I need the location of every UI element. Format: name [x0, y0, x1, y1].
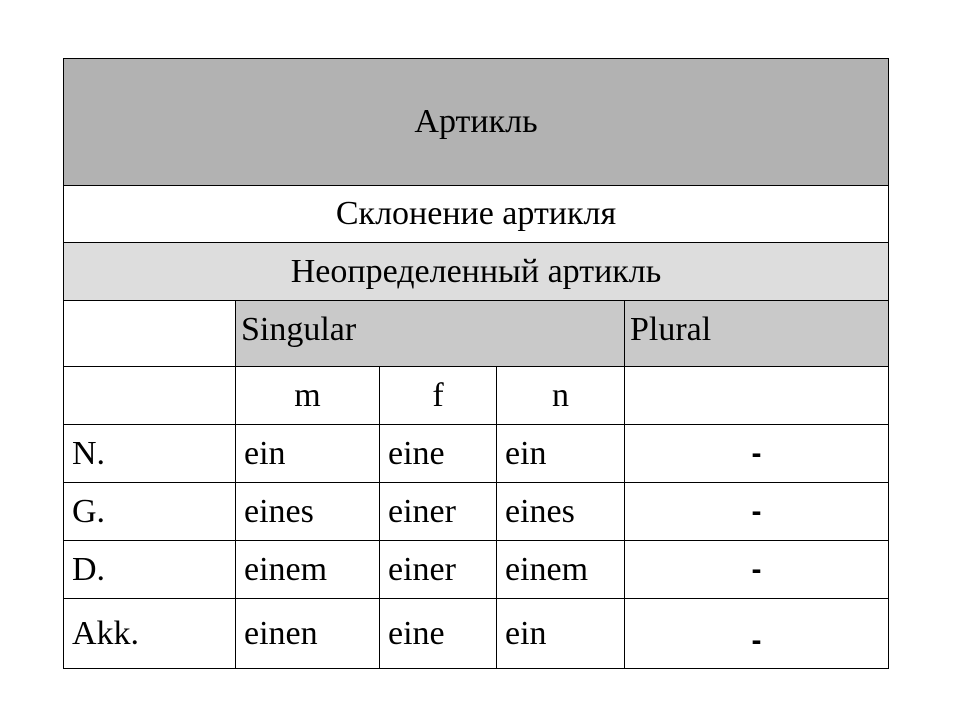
gender-n-header: n — [497, 367, 625, 425]
case-label: G. — [64, 483, 236, 541]
cell-f: einer — [380, 541, 497, 599]
table-row — [64, 541, 889, 599]
cell-m: einen — [236, 599, 380, 669]
table-row — [64, 425, 889, 483]
article-type-label: Неопределенный артикль — [64, 243, 889, 301]
article-declension-table — [63, 58, 889, 669]
cell-m: eines — [236, 483, 380, 541]
table-title-row — [64, 59, 889, 186]
cell-n: einem — [497, 541, 625, 599]
case-label: N. — [64, 425, 236, 483]
header-empty-cell — [64, 301, 236, 367]
gender-m-header: m — [236, 367, 380, 425]
cell-f: eine — [380, 425, 497, 483]
table-title: Артикль — [64, 59, 889, 186]
article-type-row — [64, 243, 889, 301]
table-row — [64, 599, 889, 669]
cell-plural: - — [625, 541, 889, 599]
cell-plural: - — [625, 599, 889, 669]
cell-m: einem — [236, 541, 380, 599]
number-header-row — [64, 301, 889, 367]
plural-header: Plural — [625, 301, 889, 367]
gender-plural-blank — [625, 367, 889, 425]
table-subtitle-row — [64, 186, 889, 243]
cell-f: eine — [380, 599, 497, 669]
case-label: D. — [64, 541, 236, 599]
cell-plural: - — [625, 483, 889, 541]
gender-header-row — [64, 367, 889, 425]
cell-n: ein — [497, 425, 625, 483]
gender-f-header: f — [380, 367, 497, 425]
table-subtitle: Склонение артикля — [64, 186, 889, 243]
gender-empty-cell — [64, 367, 236, 425]
cell-f: einer — [380, 483, 497, 541]
article-declension-table-wrapper — [63, 58, 888, 669]
cell-plural: - — [625, 425, 889, 483]
cell-n: eines — [497, 483, 625, 541]
cell-m: ein — [236, 425, 380, 483]
cell-n: ein — [497, 599, 625, 669]
case-label: Akk. — [64, 599, 236, 669]
table-row — [64, 483, 889, 541]
singular-header: Singular — [236, 301, 625, 367]
